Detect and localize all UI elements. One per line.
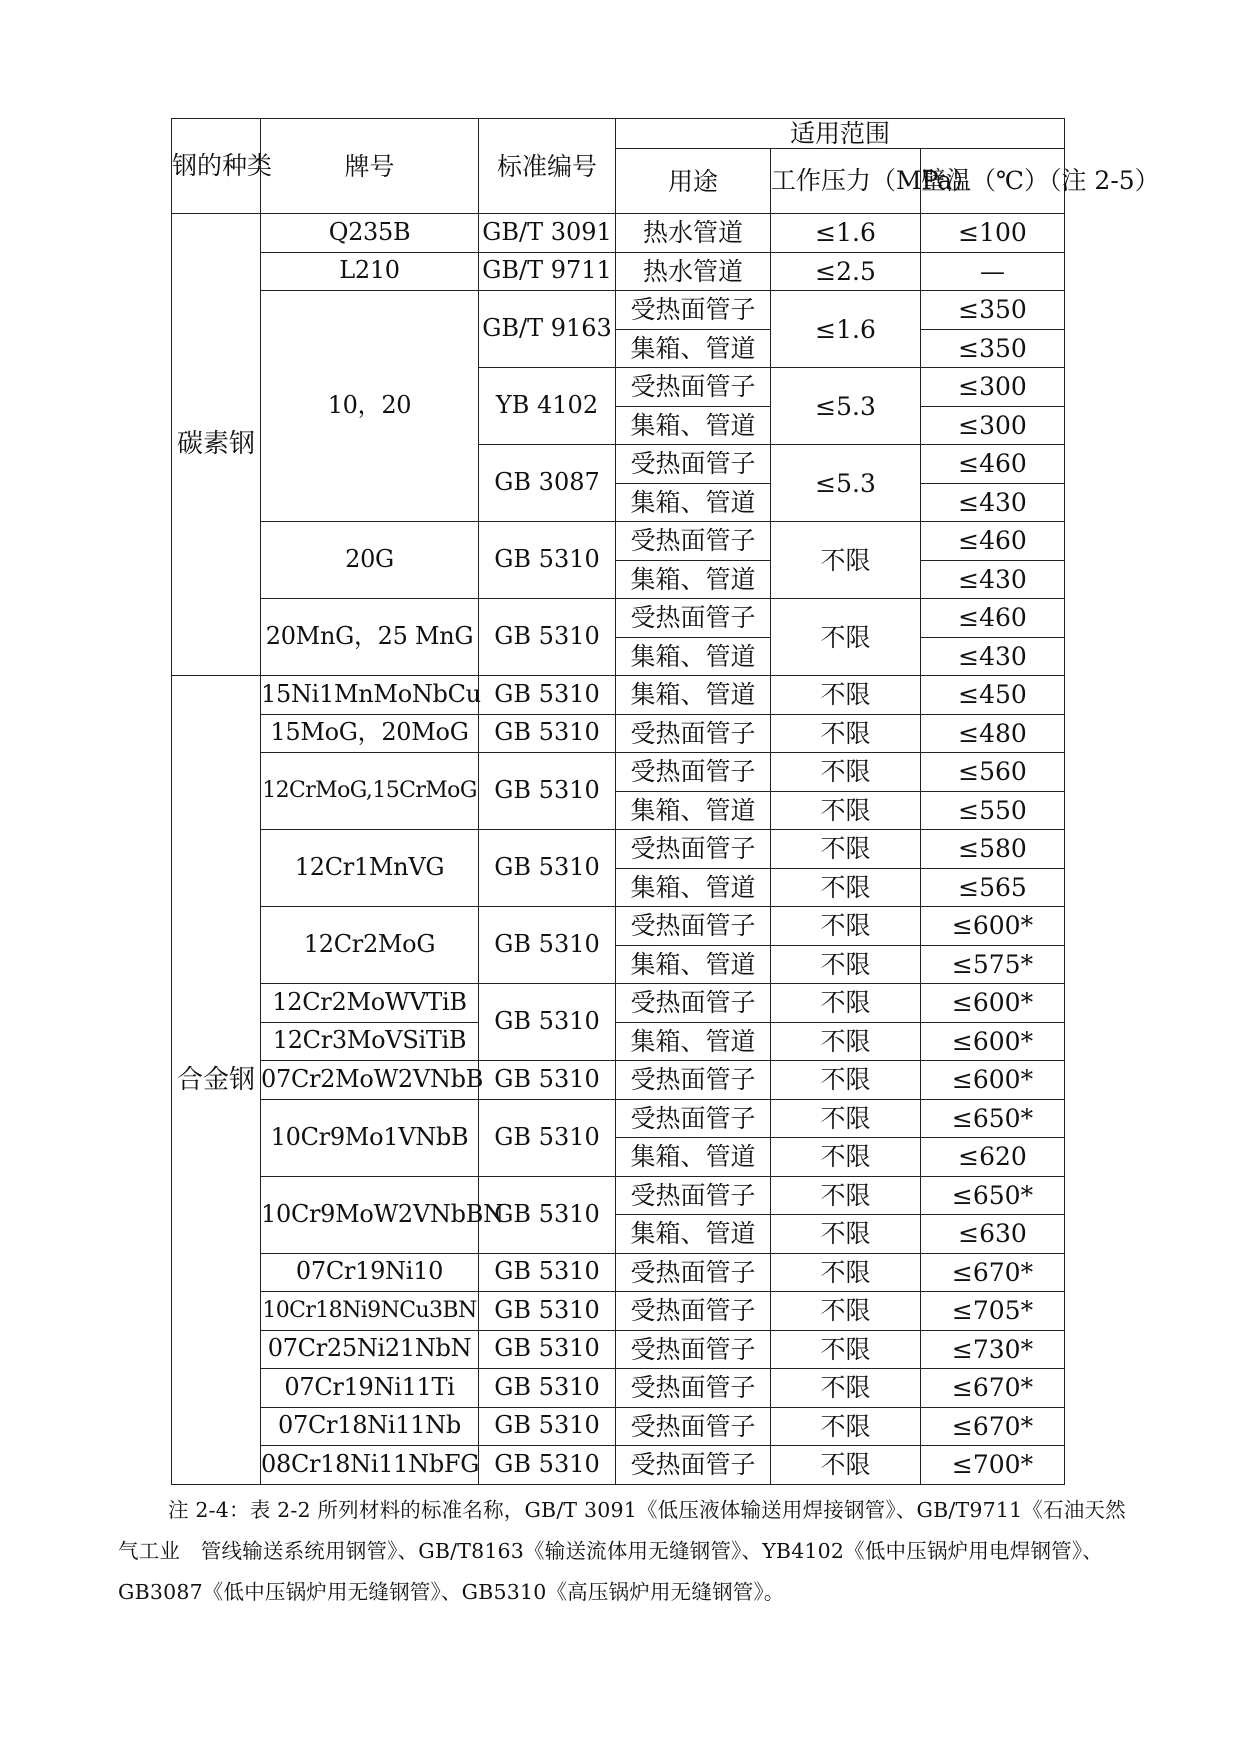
standard-cell: GB 5310	[479, 907, 616, 984]
use-cell: 受热面管子	[616, 1176, 771, 1215]
pressure-cell: 不限	[771, 599, 921, 676]
pressure-cell: 不限	[771, 1292, 921, 1331]
table-row	[172, 984, 1065, 1023]
temp-cell: ≤670*	[921, 1407, 1065, 1446]
table-row	[172, 1407, 1065, 1446]
pressure-cell: 不限	[771, 984, 921, 1023]
use-cell: 受热面管子	[616, 599, 771, 638]
standard-cell: GB 5310	[479, 1292, 616, 1331]
use-cell: 受热面管子	[616, 1407, 771, 1446]
pressure-cell: 不限	[771, 830, 921, 869]
grade-cell: 12CrMoG,15CrMoG	[261, 753, 479, 830]
use-cell: 集箱、管道	[616, 945, 771, 984]
pressure-cell: 不限	[771, 1369, 921, 1408]
header-grade: 牌号	[261, 119, 479, 214]
pressure-cell: 不限	[771, 1215, 921, 1254]
pressure-cell: 不限	[771, 907, 921, 946]
grade-cell: 10Cr9Mo1VNbB	[261, 1099, 479, 1176]
table-row	[172, 1176, 1065, 1215]
temp-cell: ≤100	[921, 214, 1065, 253]
pressure-cell: ≤5.3	[771, 445, 921, 522]
standard-cell: GB 5310	[479, 1253, 616, 1292]
temp-cell: ≤600*	[921, 907, 1065, 946]
temp-cell: ≤580	[921, 830, 1065, 869]
pressure-cell: 不限	[771, 1022, 921, 1061]
standard-cell: GB 5310	[479, 714, 616, 753]
grade-cell: 15MoG，20MoG	[261, 714, 479, 753]
grade-cell: 07Cr18Ni11Nb	[261, 1407, 479, 1446]
use-cell: 受热面管子	[616, 368, 771, 407]
table-row	[172, 1446, 1065, 1485]
use-cell: 集箱、管道	[616, 406, 771, 445]
table-row	[172, 1330, 1065, 1369]
standard-cell: GB 5310	[479, 676, 616, 715]
grade-cell: L210	[261, 252, 479, 291]
grade-cell: 07Cr25Ni21NbN	[261, 1330, 479, 1369]
temp-cell: ≤300	[921, 406, 1065, 445]
header-standard: 标准编号	[479, 119, 616, 214]
use-cell: 集箱、管道	[616, 1022, 771, 1061]
temp-cell: ≤430	[921, 560, 1065, 599]
header-temp: 壁温（℃）（注 2-5）	[921, 149, 1065, 214]
grade-cell: 12Cr1MnVG	[261, 830, 479, 907]
temp-cell: ≤575*	[921, 945, 1065, 984]
table-row	[172, 1369, 1065, 1408]
temp-cell: ≤480	[921, 714, 1065, 753]
grade-cell: 10Cr18Ni9NCu3BN	[261, 1292, 479, 1331]
temp-cell: ≤650*	[921, 1176, 1065, 1215]
use-cell: 受热面管子	[616, 1253, 771, 1292]
use-cell: 集箱、管道	[616, 791, 771, 830]
standard-cell: GB 5310	[479, 1330, 616, 1369]
standard-cell: GB 5310	[479, 522, 616, 599]
pressure-cell: 不限	[771, 868, 921, 907]
grade-cell: 08Cr18Ni11NbFG	[261, 1446, 479, 1485]
use-cell: 受热面管子	[616, 714, 771, 753]
standard-cell: GB 5310	[479, 1369, 616, 1408]
use-cell: 受热面管子	[616, 753, 771, 792]
temp-cell: ≤450	[921, 676, 1065, 715]
grade-cell: 15Ni1MnMoNbCu	[261, 676, 479, 715]
standard-cell: GB 5310	[479, 599, 616, 676]
pressure-cell: 不限	[771, 1061, 921, 1100]
standard-cell: GB 5310	[479, 1061, 616, 1100]
standard-cell: GB/T 9163	[479, 291, 616, 368]
pressure-cell: ≤1.6	[771, 291, 921, 368]
temp-cell: ≤600*	[921, 1061, 1065, 1100]
table-row	[172, 522, 1065, 561]
grade-cell: 20MnG，25 MnG	[261, 599, 479, 676]
grade-cell: 07Cr19Ni10	[261, 1253, 479, 1292]
table-row	[172, 1022, 1065, 1061]
use-cell: 受热面管子	[616, 1446, 771, 1485]
use-cell: 集箱、管道	[616, 676, 771, 715]
standard-cell: GB 5310	[479, 1176, 616, 1253]
pressure-cell: ≤2.5	[771, 252, 921, 291]
pressure-cell: 不限	[771, 1253, 921, 1292]
use-cell: 热水管道	[616, 252, 771, 291]
header-scope: 适用范围	[616, 119, 1065, 149]
use-cell: 集箱、管道	[616, 868, 771, 907]
pressure-cell: 不限	[771, 753, 921, 792]
use-cell: 受热面管子	[616, 830, 771, 869]
use-cell: 集箱、管道	[616, 1138, 771, 1177]
use-cell: 集箱、管道	[616, 637, 771, 676]
use-cell: 受热面管子	[616, 984, 771, 1023]
use-cell: 受热面管子	[616, 1369, 771, 1408]
grade-cell: 12Cr2MoWVTiB	[261, 984, 479, 1023]
grade-cell: 10，20	[261, 291, 479, 522]
table-header-row	[172, 119, 1065, 149]
temp-cell: ≤630	[921, 1215, 1065, 1254]
temp-cell: —	[921, 252, 1065, 291]
standard-cell: YB 4102	[479, 368, 616, 445]
standard-cell: GB 3087	[479, 445, 616, 522]
temp-cell: ≤460	[921, 522, 1065, 561]
table-row	[172, 252, 1065, 291]
grade-cell: 20G	[261, 522, 479, 599]
table-row	[172, 1253, 1065, 1292]
temp-cell: ≤560	[921, 753, 1065, 792]
standard-cell: GB 5310	[479, 1407, 616, 1446]
temp-cell: ≤565	[921, 868, 1065, 907]
header-use: 用途	[616, 149, 771, 214]
table-row	[172, 1099, 1065, 1138]
pressure-cell: 不限	[771, 1099, 921, 1138]
use-cell: 受热面管子	[616, 1061, 771, 1100]
pressure-cell: 不限	[771, 1176, 921, 1215]
table-row	[172, 599, 1065, 638]
temp-cell: ≤430	[921, 483, 1065, 522]
grade-cell: 07Cr19Ni11Ti	[261, 1369, 479, 1408]
temp-cell: ≤670*	[921, 1369, 1065, 1408]
temp-cell: ≤350	[921, 291, 1065, 330]
use-cell: 热水管道	[616, 214, 771, 253]
pressure-cell: ≤1.6	[771, 214, 921, 253]
header-kind: 钢的种类	[172, 119, 261, 214]
pressure-cell: 不限	[771, 945, 921, 984]
table-row	[172, 1061, 1065, 1100]
pressure-cell: 不限	[771, 714, 921, 753]
use-cell: 受热面管子	[616, 291, 771, 330]
temp-cell: ≤460	[921, 599, 1065, 638]
steel-material-table	[171, 118, 1160, 1485]
use-cell: 受热面管子	[616, 522, 771, 561]
table-footnote: 注 2-4：表 2-2 所列材料的标准名称，GB/T 3091《低压液体输送用焊接钢管》、GB/T9711《石油天然气工业 管线输送系统用钢管》、GB/T8163《输送流体用无缝钢管》、YB4102《低中压锅炉用电焊钢管》、GB3087《低中压锅炉用无缝钢管》、GB5310《高压锅炉用无缝钢管》。	[118, 1498, 1126, 1604]
table-row	[172, 214, 1065, 253]
table-row	[172, 753, 1065, 792]
grade-cell: 12Cr3MoVSiTiB	[261, 1022, 479, 1061]
standard-cell: GB 5310	[479, 1099, 616, 1176]
use-cell: 集箱、管道	[616, 329, 771, 368]
standard-cell: GB 5310	[479, 984, 616, 1061]
pressure-cell: 不限	[771, 1446, 921, 1485]
standard-cell: GB 5310	[479, 1446, 616, 1485]
temp-cell: ≤670*	[921, 1253, 1065, 1292]
temp-cell: ≤620	[921, 1138, 1065, 1177]
temp-cell: ≤600*	[921, 1022, 1065, 1061]
use-cell: 集箱、管道	[616, 1215, 771, 1254]
kind-cell-alloy: 合金钢	[172, 676, 261, 1485]
pressure-cell: 不限	[771, 791, 921, 830]
grade-cell: 10Cr9MoW2VNbBN	[261, 1176, 479, 1253]
header-pressure: 工作压力（MPa）	[771, 149, 921, 214]
pressure-cell: 不限	[771, 676, 921, 715]
use-cell: 受热面管子	[616, 907, 771, 946]
table-row	[172, 714, 1065, 753]
table-row	[172, 291, 1065, 330]
temp-cell: ≤650*	[921, 1099, 1065, 1138]
table-row	[172, 907, 1065, 946]
pressure-cell: 不限	[771, 1407, 921, 1446]
grade-cell: 07Cr2MoW2VNbB	[261, 1061, 479, 1100]
standard-cell: GB/T 9711	[479, 252, 616, 291]
table-row	[172, 830, 1065, 869]
use-cell: 受热面管子	[616, 445, 771, 484]
temp-cell: ≤460	[921, 445, 1065, 484]
standard-cell: GB 5310	[479, 830, 616, 907]
pressure-cell: 不限	[771, 1330, 921, 1369]
temp-cell: ≤550	[921, 791, 1065, 830]
temp-cell: ≤600*	[921, 984, 1065, 1023]
temp-cell: ≤700*	[921, 1446, 1065, 1485]
pressure-cell: ≤5.3	[771, 368, 921, 445]
table-row	[172, 676, 1065, 715]
use-cell: 受热面管子	[616, 1099, 771, 1138]
temp-cell: ≤730*	[921, 1330, 1065, 1369]
use-cell: 受热面管子	[616, 1292, 771, 1331]
standard-cell: GB 5310	[479, 753, 616, 830]
standard-cell: GB/T 3091	[479, 214, 616, 253]
pressure-cell: 不限	[771, 522, 921, 599]
temp-cell: ≤430	[921, 637, 1065, 676]
grade-cell: Q235B	[261, 214, 479, 253]
use-cell: 受热面管子	[616, 1330, 771, 1369]
pressure-cell: 不限	[771, 1138, 921, 1177]
table-row	[172, 1292, 1065, 1331]
temp-cell: ≤300	[921, 368, 1065, 407]
kind-cell-carbon: 碳素钢	[172, 214, 261, 676]
use-cell: 集箱、管道	[616, 483, 771, 522]
temp-cell: ≤350	[921, 329, 1065, 368]
temp-cell: ≤705*	[921, 1292, 1065, 1331]
grade-cell: 12Cr2MoG	[261, 907, 479, 984]
use-cell: 集箱、管道	[616, 560, 771, 599]
